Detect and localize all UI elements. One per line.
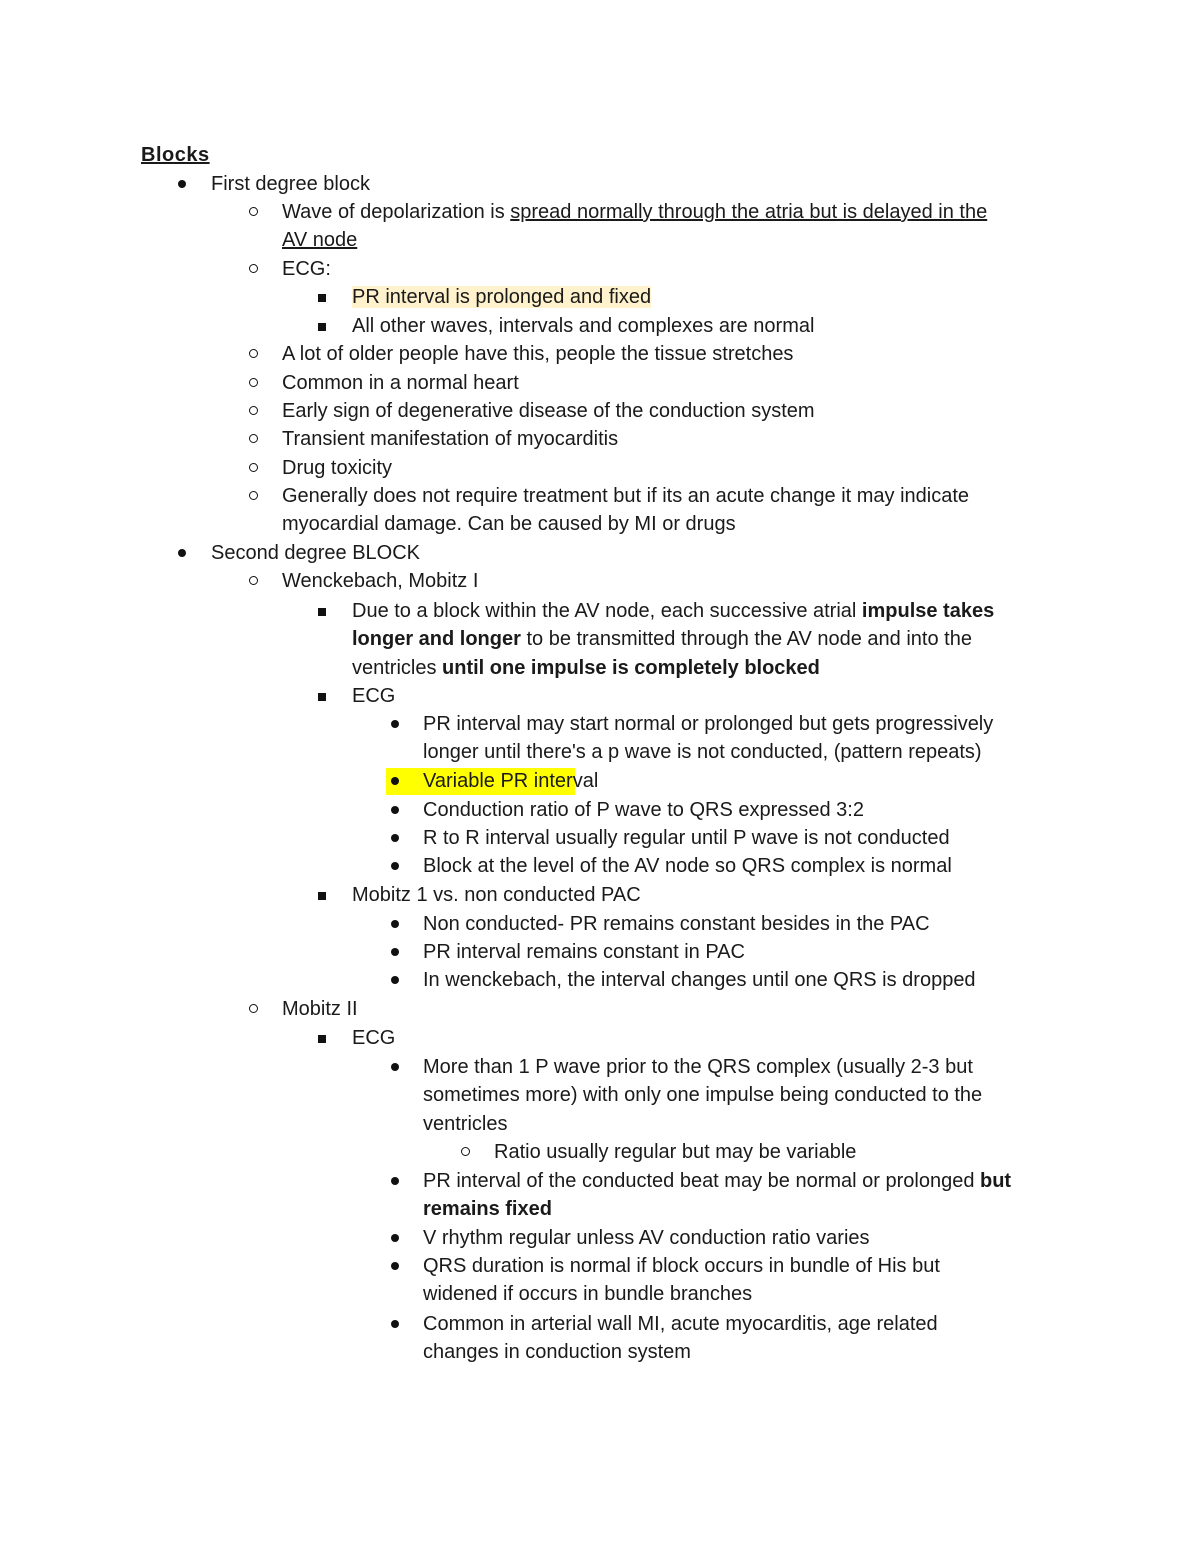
- bullet-dot-icon: [391, 948, 399, 956]
- bullet-circle-icon: [249, 406, 258, 415]
- bullet-square-icon: [318, 323, 326, 331]
- list-item-treatment: Generally does not require treatment but if its an acute change it may indicate myocardial damage. Can be caused by MI or drugs: [282, 482, 1062, 539]
- bullet-dot-icon: [391, 806, 399, 814]
- list-item-mobitz-ii: Mobitz II: [282, 995, 982, 1023]
- bullet-circle-icon: [249, 491, 258, 500]
- list-item-r-to-r: R to R interval usually regular until P wave is not conducted: [423, 824, 1123, 852]
- bullet-dot-icon: [391, 1320, 399, 1328]
- bullet-dot-icon: [391, 1063, 399, 1071]
- list-item-qrs-duration: QRS duration is normal if block occurs in bundle of His but widened if occurs in bundle branches: [423, 1252, 1123, 1309]
- bullet-square-icon: [318, 892, 326, 900]
- bullet-square-icon: [318, 608, 326, 616]
- list-item-variable-pr: Variable PR interval: [423, 767, 1123, 795]
- list-item-more-than-one-p: More than 1 P wave prior to the QRS complex (usually 2-3 but sometimes more) with only one impulse being conducted to the ventricles: [423, 1053, 1123, 1138]
- list-item-drug-toxicity: Drug toxicity: [282, 454, 982, 482]
- list-item-mobitz-vs-pac: Mobitz 1 vs. non conducted PAC: [352, 881, 1052, 909]
- list-item-v-rhythm: V rhythm regular unless AV conduction ratio varies: [423, 1224, 1123, 1252]
- bullet-dot-icon: [391, 1262, 399, 1270]
- bullet-square-icon: [318, 693, 326, 701]
- list-item-wave-depolarization: Wave of depolarization is spread normally through the atria but is delayed in the AV node: [282, 198, 1062, 255]
- bullet-dot-icon: [391, 720, 399, 728]
- list-item-conduction-ratio: Conduction ratio of P wave to QRS expressed 3:2: [423, 796, 1123, 824]
- bullet-square-icon: [318, 294, 326, 302]
- list-item-ecg-mobitz-ii: ECG: [352, 1024, 1052, 1052]
- list-item-common-normal-heart: Common in a normal heart: [282, 369, 982, 397]
- list-item-pr-may-start: PR interval may start normal or prolonged but gets progressively longer until there's a p wave is not conducted, (pattern repeats): [423, 710, 1123, 767]
- list-item-other-waves: All other waves, intervals and complexes are normal: [352, 312, 1052, 340]
- bullet-circle-icon: [249, 434, 258, 443]
- bullet-dot-icon: [391, 920, 399, 928]
- list-item-second-degree: Second degree BLOCK: [211, 539, 911, 567]
- list-item-pr-constant-pac: PR interval remains constant in PAC: [423, 938, 1123, 966]
- list-item-common-arterial: Common in arterial wall MI, acute myocarditis, age related changes in conduction system: [423, 1310, 1123, 1367]
- bullet-dot-icon: [391, 834, 399, 842]
- bullet-dot-icon: [391, 777, 399, 785]
- bullet-circle-icon: [249, 463, 258, 472]
- list-item-ecg-wenckebach: ECG: [352, 682, 1052, 710]
- list-item-pr-conducted-beat: PR interval of the conducted beat may be normal or prolonged but remains fixed: [423, 1167, 1123, 1224]
- bullet-circle-icon: [249, 1004, 258, 1013]
- bullet-dot-icon: [178, 180, 186, 188]
- page-title: Blocks: [141, 144, 210, 166]
- bullet-circle-icon: [249, 207, 258, 216]
- highlighted-text: PR interval is prolonged and fixed: [352, 286, 652, 308]
- list-item-first-degree: First degree block: [211, 170, 911, 198]
- list-item-due-to-block: Due to a block within the AV node, each successive atrial impulse takes longer and longer to be transmitted through the AV node and into the ventricles until one impulse is completely blocked: [352, 597, 1072, 682]
- bullet-circle-icon: [249, 349, 258, 358]
- bullet-dot-icon: [391, 1177, 399, 1185]
- list-item-early-sign: Early sign of degenerative disease of the conduction system: [282, 397, 982, 425]
- bullet-dot-icon: [178, 549, 186, 557]
- bullet-circle-icon: [249, 378, 258, 387]
- list-item-transient: Transient manifestation of myocarditis: [282, 425, 982, 453]
- list-item-wenckebach: Wenckebach, Mobitz I: [282, 567, 982, 595]
- list-item-wenckebach-changes: In wenckebach, the interval changes until one QRS is dropped: [423, 966, 1123, 994]
- list-item-non-conducted: Non conducted- PR remains constant besides in the PAC: [423, 910, 1123, 938]
- bullet-circle-icon: [461, 1147, 470, 1156]
- bullet-dot-icon: [391, 862, 399, 870]
- bullet-circle-icon: [249, 264, 258, 273]
- list-item-ecg-first: ECG:: [282, 255, 982, 283]
- list-item-older-people: A lot of older people have this, people the tissue stretches: [282, 340, 982, 368]
- bullet-dot-icon: [391, 976, 399, 984]
- bullet-circle-icon: [249, 576, 258, 585]
- bullet-square-icon: [318, 1035, 326, 1043]
- bullet-dot-icon: [391, 1234, 399, 1242]
- list-item-ratio-regular: Ratio usually regular but may be variable: [494, 1138, 1194, 1166]
- list-item-pr-prolonged: [352, 283, 1052, 311]
- list-item-block-av-level: Block at the level of the AV node so QRS complex is normal: [423, 852, 1123, 880]
